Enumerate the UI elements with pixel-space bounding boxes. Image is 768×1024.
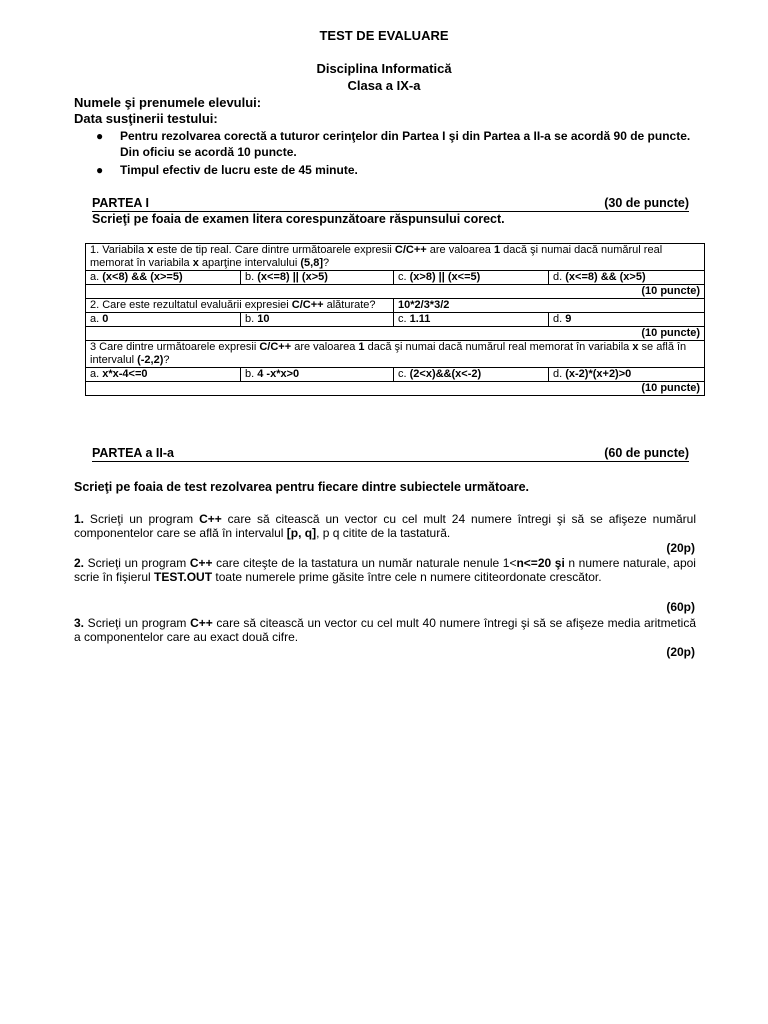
question-1-points: (10 puncte) [86,285,705,299]
part1-questions-table [85,243,705,396]
question-2 [86,299,705,313]
part1-points: (30 de puncte) [604,196,689,210]
question-2-text: 2. Care este rezultatul evaluării expresiei C/C++ alăturate? [86,299,394,313]
part1-heading [92,196,689,212]
question-3-text: 3 Care dintre următoarele expresii C/C++ are valoarea 1 dacă şi numai dacă numărul real memorat în variabila x se află în intervalul (-2,2)? [86,341,705,368]
option-c: c. 1.11 [394,313,549,327]
part2-instruction: Scrieţi pe foaia de test rezolvarea pentru fiecare dintre subiectele următoare. [74,480,530,494]
test-date-label: Data susţinerii testului: [74,111,218,126]
option-c: c. (2<x)&&(x<-2) [394,368,549,382]
option-b: b. 4 -x*x>0 [241,368,394,382]
question-2-options [86,313,705,327]
part1-title: PARTEA I [92,196,149,210]
question-1 [86,244,705,271]
bullet-icon: ● [96,129,104,143]
instruction-item [74,128,704,160]
instruction-item [74,162,704,178]
option-d: d. (x<=8) && (x>5) [549,271,705,285]
problem-1-points: (20p) [666,541,695,555]
question-3-points: (10 puncte) [86,382,705,396]
option-a: a. (x<8) && (x>=5) [86,271,241,285]
problem-2-points: (60p) [666,600,695,614]
option-d: d. 9 [549,313,705,327]
question-2-points: (10 puncte) [86,327,705,341]
class-title: Clasa a IX-a [347,78,421,93]
part1-instruction: Scrieţi pe foaia de examen litera corespunzătoare răspunsului corect. [92,212,505,226]
instruction-text: Timpul efectiv de lucru este de 45 minute. [120,163,358,177]
discipline-title: Disciplina Informatică [316,61,452,76]
question-2-expression: 10*2/3*3/2 [394,299,705,313]
question-1-options [86,271,705,285]
bullet-icon: ● [96,163,104,177]
option-a: a. x*x-4<=0 [86,368,241,382]
problem-1: 1. Scrieţi un program C++ care să citească un vector cu cel mult 24 numere întregi şi să se afişeze numărul componentelor care se află în intervalul [p, q], p q citite de la tastatură. [74,512,696,540]
option-c: c. (x>8) || (x<=5) [394,271,549,285]
option-a: a. 0 [86,313,241,327]
instruction-text: Pentru rezolvarea corectă a tuturor cerinţelor din Partea I şi din Partea a II-a se acordă 90 de puncte. Din oficiu se acordă 10 puncte. [120,129,691,159]
student-name-label: Numele şi prenumele elevului: [74,95,262,110]
test-title: TEST DE EVALUARE [319,28,449,43]
instructions-list [74,128,704,180]
part2-heading [92,446,689,462]
part2-points: (60 de puncte) [604,446,689,460]
option-b: b. 10 [241,313,394,327]
question-3 [86,341,705,368]
option-d: d. (x-2)*(x+2)>0 [549,368,705,382]
part2-title: PARTEA a II-a [92,446,174,460]
problem-3: 3. Scrieţi un program C++ care să citească un vector cu cel mult 40 numere întregi şi să se afişeze media aritmetică a componentelor care au exact două cifre. [74,616,696,644]
problem-2: 2. Scrieţi un program C++ care citeşte de la tastatura un număr naturale nenule 1<n<=20 şi n numere naturale, apoi scrie în fişierul TEST.OUT toate numerele prime găsite între cele n numere cititeordonate crescător. [74,556,696,584]
question-1-text: 1. Variabila x este de tip real. Care dintre următoarele expresii C/C++ are valoarea 1 dacă şi numai dacă numărul real memorat în variabila x aparţine intervalului (5,8]? [86,244,705,271]
option-b: b. (x<=8) || (x>5) [241,271,394,285]
problem-3-points: (20p) [666,645,695,659]
question-3-options [86,368,705,382]
